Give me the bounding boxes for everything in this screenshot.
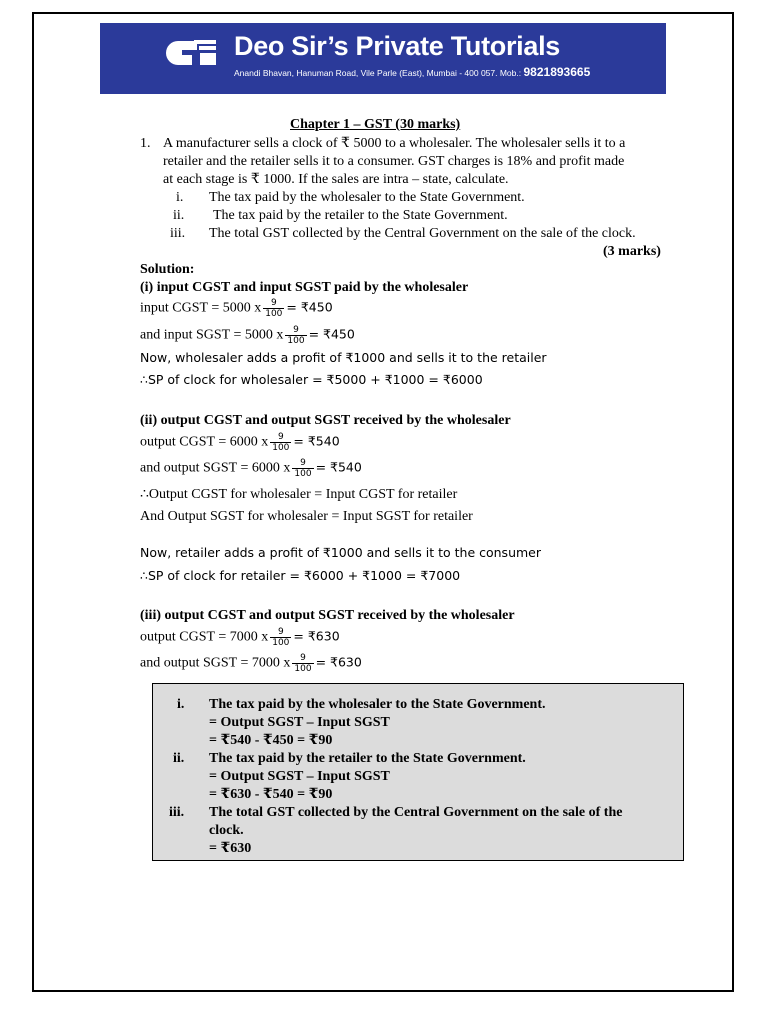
equation: output CGST = 7000 x $\frac{9}{100}$ = ₹630 — [140, 627, 340, 648]
answer-line: = ₹540 - ₹450 = ₹90 — [209, 733, 333, 748]
answer-line: = Output SGST – Input SGST — [209, 769, 390, 784]
solution-text: ∴SP of clock for wholesaler = ₹5000 + ₹1000 = ₹6000 — [140, 372, 483, 387]
marks: (3 marks) — [603, 244, 661, 259]
answer-line: clock. — [209, 823, 244, 838]
answer-line: = ₹630 — [209, 841, 252, 856]
solution-text: And Output SGST for wholesaler = Input SGST for retailer — [140, 509, 473, 524]
logo-icon — [166, 37, 222, 73]
equation: output CGST = 6000 x $\frac{9}{100}$ = ₹540 — [140, 432, 340, 453]
fraction: $\frac{9}{100}$ — [265, 298, 283, 319]
part-text: The tax paid by the wholesaler to the State Government. — [209, 190, 525, 205]
header-banner — [100, 23, 666, 94]
answer-box — [152, 683, 684, 861]
section-heading: (iii) output CGST and output SGST received by the wholesaler — [140, 608, 515, 623]
answer-number: ii. — [173, 751, 185, 766]
phone-number: 9821893665 — [523, 65, 591, 79]
answer-line: The tax paid by the retailer to the State Government. — [209, 751, 526, 766]
part-number: ii. — [173, 208, 185, 223]
banner-address: Anandi Bhavan, Hanuman Road, Vile Parle (East), Mumbai - 400 057. Mob.: 9821893665 — [234, 65, 591, 79]
solution-label: Solution: — [140, 262, 195, 277]
question-line: retailer and the retailer sells it to a consumer. GST charges is 18% and profit made — [163, 154, 625, 169]
part-number: i. — [176, 190, 184, 205]
section-heading: (i) input CGST and input SGST paid by the wholesaler — [140, 280, 469, 295]
equation: input CGST = 5000 x $\frac{9}{100}$ = ₹450 — [140, 298, 333, 319]
answer-number: iii. — [169, 805, 185, 820]
solution-text: Now, wholesaler adds a profit of ₹1000 and sells it to the retailer — [140, 350, 547, 365]
fraction: $\frac{9}{100}$ — [272, 627, 290, 648]
equation: and input SGST = 5000 x $\frac{9}{100}$ = ₹450 — [140, 325, 355, 346]
chapter-title: Chapter 1 – GST (30 marks) — [290, 117, 461, 132]
fraction: $\frac{9}{100}$ — [272, 432, 290, 453]
answer-line: The total GST collected by the Central Government on the sale of the — [209, 805, 623, 820]
question-line: at each stage is ₹ 1000. If the sales are intra – state, calculate. — [163, 172, 509, 187]
fraction: $\frac{9}{100}$ — [287, 325, 305, 346]
solution-text: ∴SP of clock for retailer = ₹6000 + ₹1000 = ₹7000 — [140, 568, 461, 583]
question-number: 1. — [140, 136, 151, 151]
banner-title: Deo Sir’s Private Tutorials — [234, 31, 561, 61]
part-text: The tax paid by the retailer to the State Government. — [213, 208, 508, 223]
answer-line: The tax paid by the wholesaler to the State Government. — [209, 697, 546, 712]
question-line: A manufacturer sells a clock of ₹ 5000 to a wholesaler. The wholesaler sells it to a — [163, 136, 626, 151]
solution-text: ∴Output CGST for wholesaler = Input CGST for retailer — [140, 487, 458, 502]
section-heading: (ii) output CGST and output SGST received by the wholesaler — [140, 413, 511, 428]
part-number: iii. — [170, 226, 186, 241]
equation: and output SGST = 7000 x $\frac{9}{100}$ = ₹630 — [140, 653, 362, 674]
answer-line: = Output SGST – Input SGST — [209, 715, 390, 730]
answer-number: i. — [177, 697, 185, 712]
fraction: $\frac{9}{100}$ — [294, 653, 312, 674]
fraction: $\frac{9}{100}$ — [294, 458, 312, 479]
equation: and output SGST = 6000 x $\frac{9}{100}$ = ₹540 — [140, 458, 362, 479]
answer-line: = ₹630 - ₹540 = ₹90 — [209, 787, 333, 802]
part-text: The total GST collected by the Central Government on the sale of the clock. — [209, 226, 636, 241]
solution-text: Now, retailer adds a profit of ₹1000 and sells it to the consumer — [140, 545, 542, 560]
